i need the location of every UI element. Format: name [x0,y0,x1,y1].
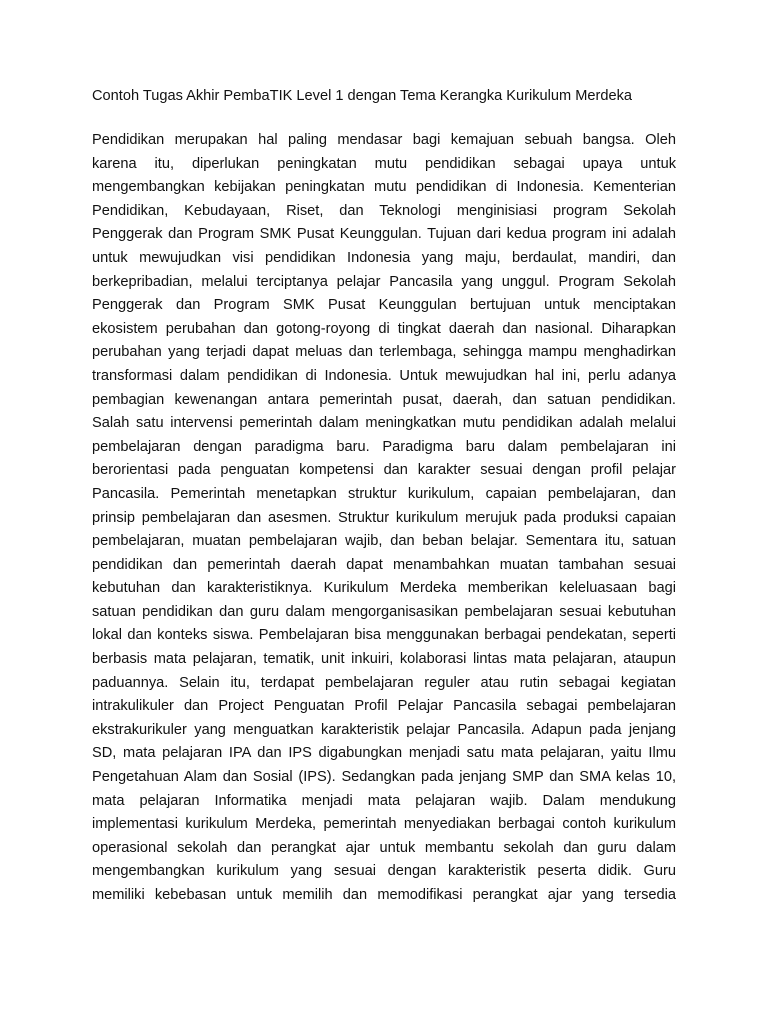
paragraph-line: operasional sekolah dan perangkat ajar untuk membantu sekolah dan guru dalam [92,839,676,856]
paragraph-line: ekstrakurikuler yang menguatkan karakteristik pelajar Pancasila. Adapun pada jenjang [92,721,676,738]
paragraph-line: pembelajaran, muatan pembelajaran wajib, dan beban belajar. Sementara itu, satuan [92,533,676,550]
paragraph-line: Pendidikan merupakan hal paling mendasar bagi kemajuan sebuah bangsa. Oleh [92,132,676,148]
paragraph-line: Penggerak dan Program SMK Pusat Keunggulan. Tujuan dari kedua program ini adalah [92,226,676,243]
paragraph-line: untuk mewujudkan visi pendidikan Indonesia yang maju, berdaulat, mandiri, dan [92,249,676,266]
paragraph-line: lokal dan konteks siswa. Pembelajaran bisa menggunakan berbagai pendekatan, seperti [92,627,676,644]
paragraph-line: intrakulikuler dan Project Penguatan Profil Pelajar Pancasila sebagai pembelajaran [92,698,676,715]
paragraph-line: Pendidikan, Kebudayaan, Riset, dan Teknologi menginisiasi program Sekolah [92,202,676,219]
paragraph-line: Pengetahuan Alam dan Sosial (IPS). Sedangkan pada jenjang SMP dan SMA kelas 10, [92,769,676,786]
paragraph-line: transformasi dalam pendidikan di Indonesia. Untuk mewujudkan hal ini, perlu adanya [92,367,676,384]
paragraph-line: berkepribadian, melalui terciptanya pelajar Pancasila yang unggul. Program Sekolah [92,273,676,290]
paragraph-line: memiliki kebebasan untuk memilih dan memodifikasi perangkat ajar yang tersedia [92,887,676,903]
paragraph-line: prinsip pembelajaran dan asesmen. Struktur kurikulum merujuk pada produksi capaian [92,509,676,526]
paragraph-line: implementasi kurikulum Merdeka, pemerintah menyediakan berbagai contoh kurikulum [92,816,676,833]
paragraph-line: paduannya. Selain itu, terdapat pembelajaran reguler atau rutin sebagai kegiatan [92,674,676,691]
paragraph-line: karena itu, diperlukan peningkatan mutu pendidikan sebagai upaya untuk [92,155,676,172]
paragraph-line: Penggerak dan Program SMK Pusat Keunggulan bertujuan untuk menciptakan [92,297,676,314]
paragraph-line: ekosistem perubahan dan gotong-royong di tingkat daerah dan nasional. Diharapkan [92,320,676,337]
paragraph-line: pembagian kewenangan antara pemerintah pusat, daerah, dan satuan pendidikan. [92,391,676,408]
document-page [92,85,676,908]
body-paragraph [92,129,676,908]
document-title: Contoh Tugas Akhir PembaTIK Level 1 dengan Tema Kerangka Kurikulum Merdeka [92,88,633,104]
paragraph-line: Salah satu intervensi pemerintah dalam meningkatkan mutu pendidikan adalah melalui [92,415,676,432]
paragraph-line: Pancasila. Pemerintah menetapkan struktur kurikulum, capaian pembelajaran, dan [92,485,676,502]
paragraph-line: pembelajaran dengan paradigma baru. Paradigma baru dalam pembelajaran ini [92,438,676,455]
paragraph-line: mata pelajaran Informatika menjadi mata pelajaran wajib. Dalam mendukung [92,792,676,809]
paragraph-line: kebutuhan dan karakteristiknya. Kurikulum Merdeka memberikan keleluasaan bagi [92,580,676,597]
paragraph-line: mengembangkan kebijakan peningkatan mutu pendidikan di Indonesia. Kementerian [92,179,676,196]
paragraph-line: berorientasi pada penguatan kompetensi dan karakter sesuai dengan profil pelajar [92,462,676,479]
paragraph-line: pendidikan dan pemerintah daerah dapat menambahkan muatan tambahan sesuai [92,556,676,573]
paragraph-line: mengembangkan kurikulum yang sesuai dengan karakteristik peserta didik. Guru [92,863,676,880]
paragraph-line: SD, mata pelajaran IPA dan IPS digabungkan menjadi satu mata pelajaran, yaitu Ilmu [92,745,676,762]
paragraph-line: berbasis mata pelajaran, tematik, unit inkuiri, kolaborasi lintas mata pelajaran, ataupun [92,651,676,668]
paragraph-line: perubahan yang terjadi dapat meluas dan terlembaga, sehingga mampu menghadirkan [92,344,676,361]
paragraph-line: satuan pendidikan dan guru dalam mengorganisasikan pembelajaran sesuai kebutuhan [92,603,676,620]
